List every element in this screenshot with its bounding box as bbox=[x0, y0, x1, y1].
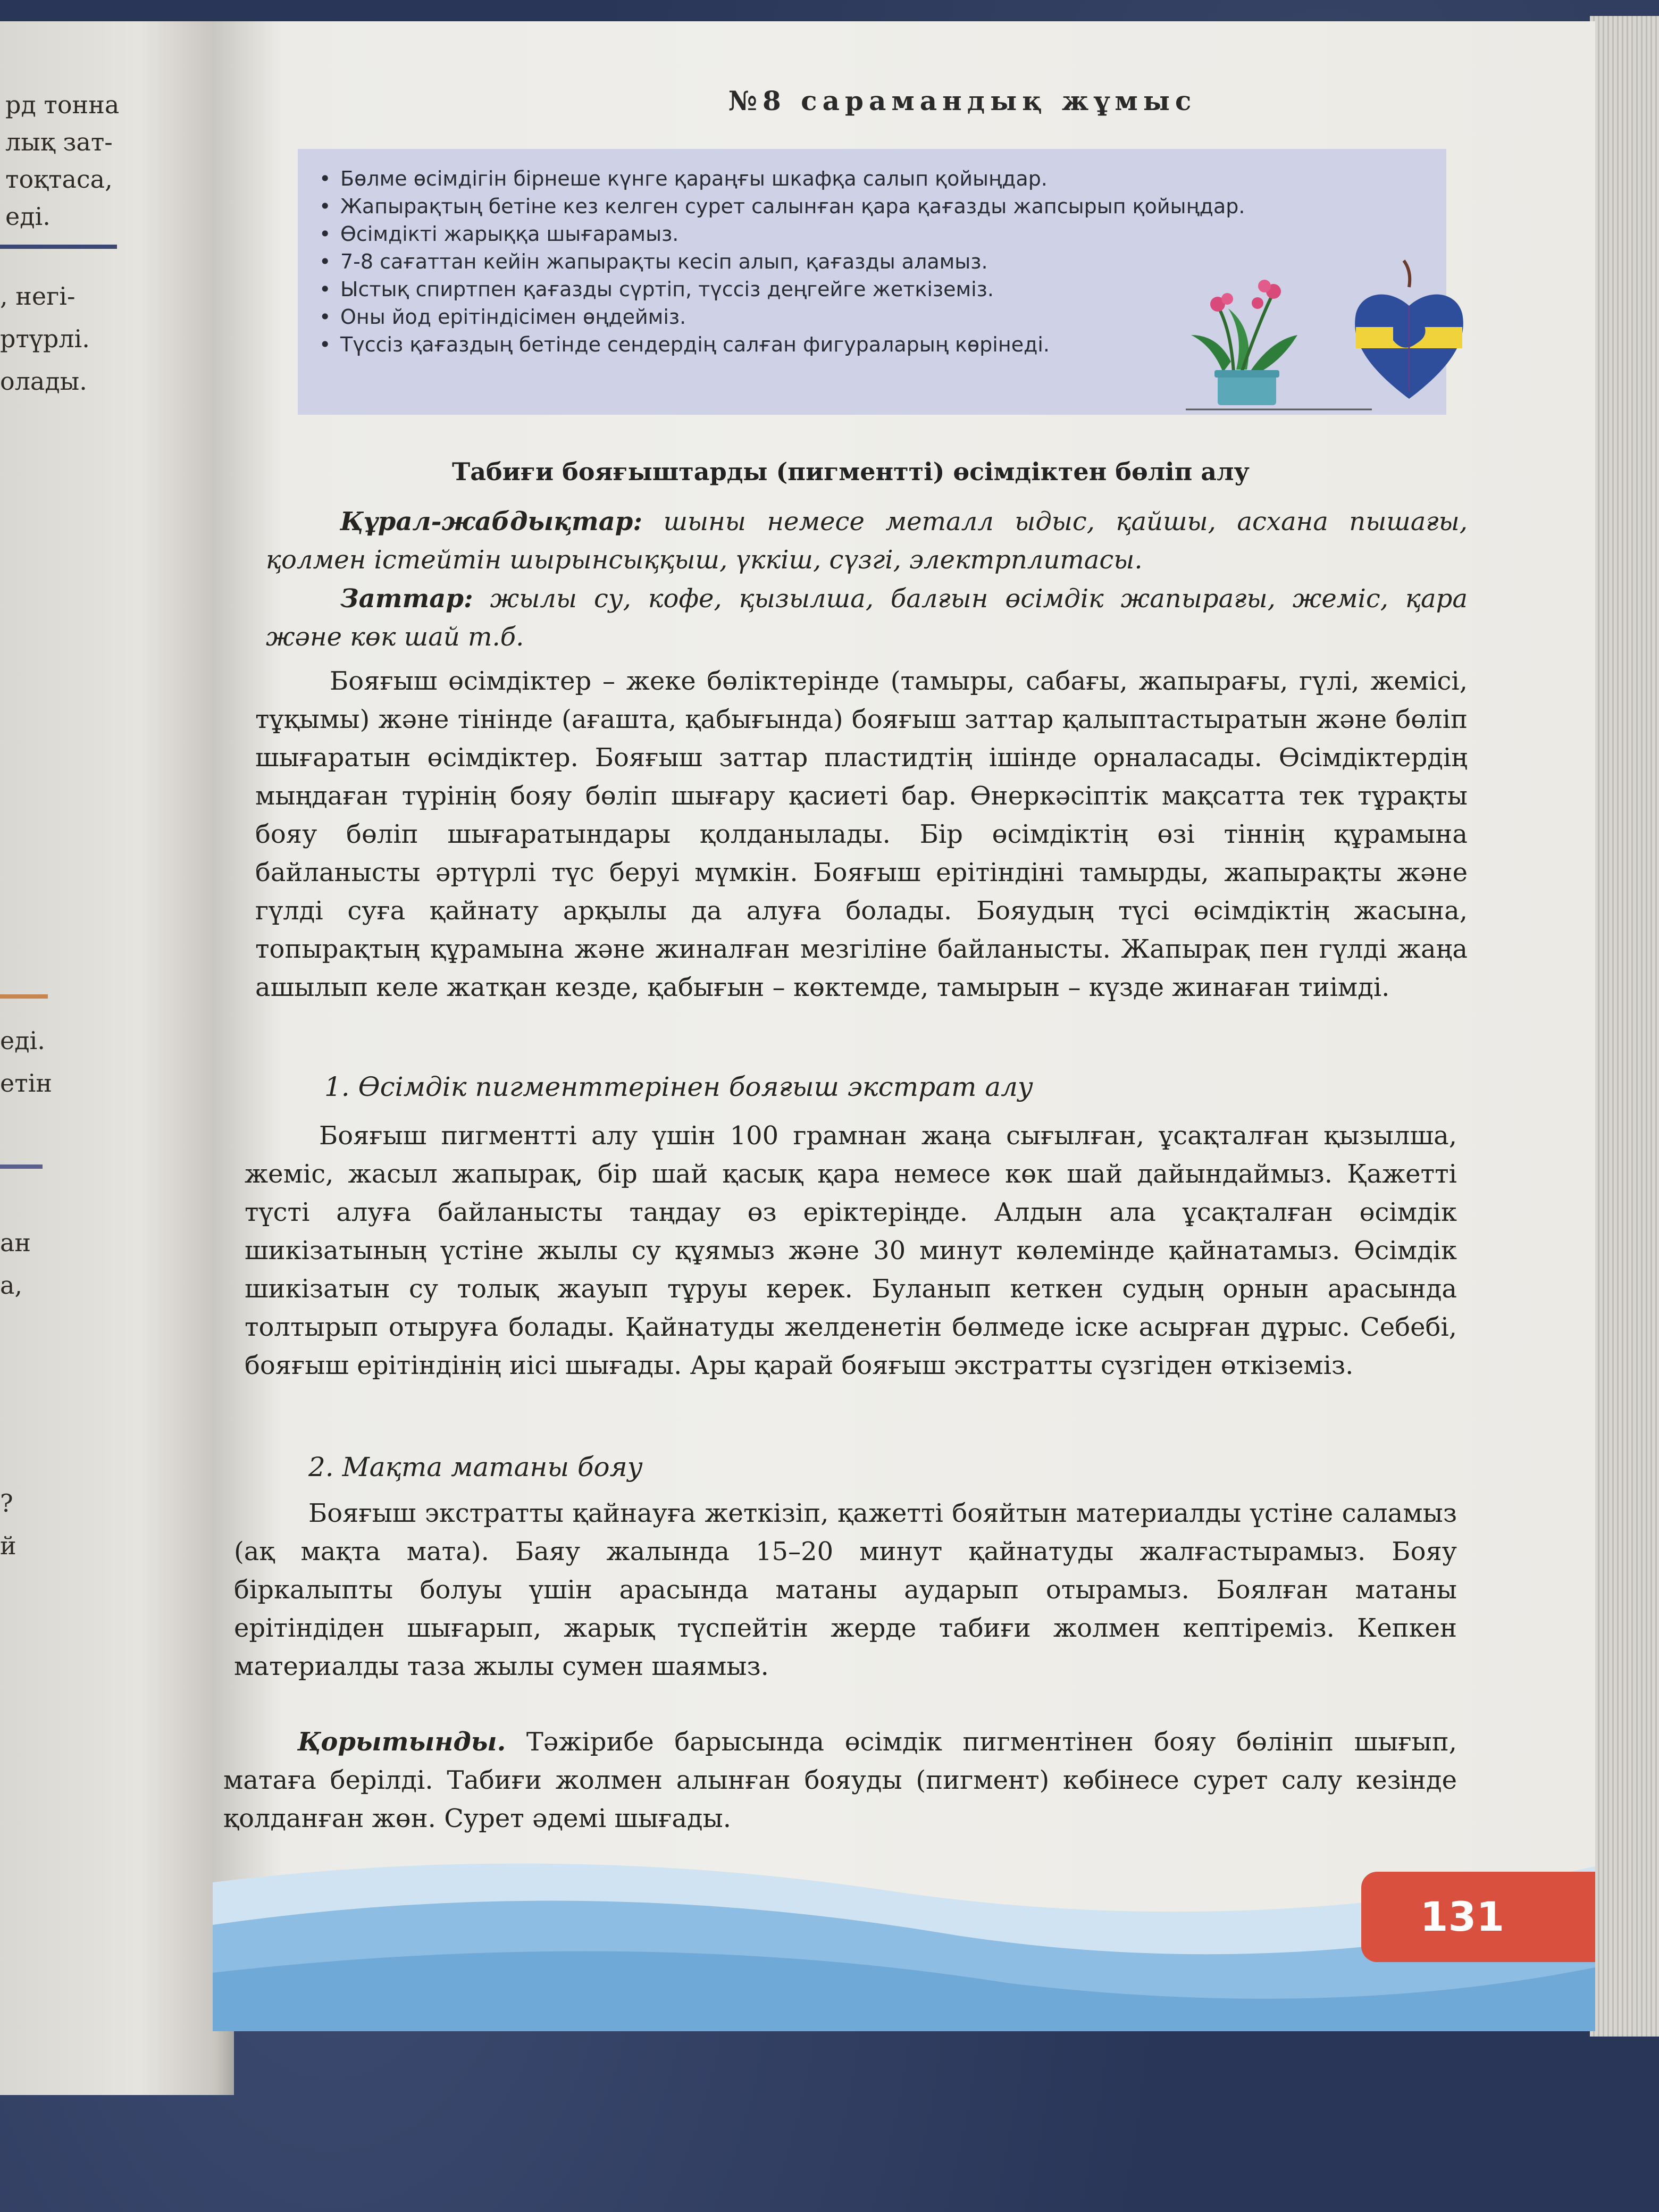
left-page-line: , негі- bbox=[0, 282, 76, 311]
left-page-line: ? bbox=[0, 1489, 13, 1518]
tools-label: Құрал-жабдықтар: bbox=[340, 507, 643, 537]
left-page-line: еді. bbox=[5, 202, 51, 231]
left-page-line: еді. bbox=[0, 1026, 45, 1055]
intro-paragraph: Бояғыш өсімдіктер – жеке бөліктерінде (тамыры, сабағы, жапырағы, гүлі, жемісі, тұқымы) және тінінде (ағашта, қабығында) бояғыш заттар қалыптастыратын және бөліп шығаратын өсімдіктер. Бояғыш заттар пластидтің ішінде орналасады. Өсімдіктердің мыңдаған түрінің бояу бөліп шығару қасиеті бар. Өнеркәсіптік мақсатта тек тұрақты бояу бөліп шығаратындары қолданылады. Бір өсімдіктің өзі тіннің құрамына байланысты әртүрлі түс беруі мүмкін. Бояғыш ерітіндіні тамырды, жапырақты және гүлді суға қайнату арқылы да алуға болады. Бояудың түсі өсімдіктің жасына, топырақтың құрамына және жиналған мезгіліне байланысты. Жапырақ пен гүлді жаңа ашылып келе жатқан кезде, қабығын – көктемде, тамырын – күзде жинаған тиімді. bbox=[255, 666, 1468, 1002]
left-page-line: ртүрлі. bbox=[0, 324, 90, 353]
heart-leaf-icon bbox=[1355, 261, 1463, 399]
plant-and-leaf-illustration bbox=[1180, 255, 1478, 415]
instruction-step: • Жапырақтың бетіне кез келген сурет салынған қара қағазды жапсырып қойыңдар. bbox=[340, 192, 1446, 220]
materials-paragraph bbox=[266, 580, 1468, 656]
instruction-step: • 7-8 сағаттан кейін жапырақты кесіп алып, қағазды аламыз. bbox=[340, 248, 1446, 275]
left-page-line: тоқтаса, bbox=[5, 165, 113, 194]
left-page-divider bbox=[0, 994, 48, 999]
potted-plant-icon bbox=[1191, 280, 1297, 405]
instruction-step: • Түссіз қағаздың бетінде сендердің салған фигураларың көрінеді. bbox=[340, 331, 1446, 358]
left-page-line: олады. bbox=[0, 367, 87, 396]
step1-paragraph: Бояғыш пигментті алу үшін 100 грамнан жаңа сығылған, ұсақталған қызылша, жеміс, жасыл жапырақ, бір шай қасық қара немесе көк шай дайындаймыз. Қажетті түсті алуға байланысты таңдау өз еріктеріңде. Алдын ала ұсақталған өсімдік шикізатының үстіне жылы су құямыз және 30 минут көлемінде қайнатамыз. Өсімдік шикізатын су толық жауып тұруы керек. Буланып кеткен судың орнын арасында толтырып отыруға болады. Қайнатуды желденетін бөлмеде іске асырған дұрыс. Себебі, бояғыш ерітіндінің иісі шығады. Ары қарай бояғыш экстратты сүзгіден өткіземіз. bbox=[245, 1121, 1457, 1380]
left-page-line: а, bbox=[0, 1271, 23, 1300]
page-number: 131 bbox=[1420, 1893, 1505, 1940]
step2-title: 2. Мақта матаны бояу bbox=[308, 1452, 643, 1482]
textbook-page bbox=[213, 21, 1595, 2031]
conclusion-label: Қорытынды. bbox=[298, 1727, 506, 1757]
step1-title: 1. Өсімдік пигменттерінен бояғыш экстрат алу bbox=[324, 1071, 1033, 1102]
left-page-line: ан bbox=[0, 1228, 31, 1257]
instruction-step: • Ыстық спиртпен қағазды сүртіп, түссіз деңгейге жеткіземіз. bbox=[340, 275, 1446, 303]
step2-paragraph: Бояғыш экстратты қайнауға жеткізіп, қажетті бояйтын материалды үстіне саламыз (ақ мақта мата). Баяу жалында 15–20 минут қайнатуды жалғастырамыз. Бояу біркалыпты болуы үшін арасында матаны аударып отырамыз. Боялған матаны ерітіндіден шығарып, жарық түспейтін жерде табиғи жолмен кептіреміз. Кепкен материалды таза жылы сумен шаямыз. bbox=[234, 1498, 1457, 1681]
conclusion-text: Тәжірибе барысында өсімдік пигментінен бояу бөлініп шығып, матаға берілді. Табиғи жолмен алынған бояуды (пигмент) көбінесе сурет салу кезінде қолданған жөн. Сурет әдемі шығады. bbox=[223, 1727, 1457, 1833]
tools-text: шыны немесе металл ыдыс, қайшы, асхана пышағы, қолмен істейтін шырынсыққыш, үккіш, сүзгі, электрплитасы. bbox=[266, 507, 1468, 575]
materials-label: Заттар: bbox=[340, 584, 473, 614]
instruction-step: • Бөлме өсімдігін бірнеше күнге қараңғы шкафқа салып қойыңдар. bbox=[340, 165, 1446, 192]
section-title: Табиғи бояғыштарды (пигментті) өсімдіктен бөліп алу bbox=[452, 457, 1250, 486]
materials-text: жылы су, кофе, қызылша, балғын өсімдік жапырағы, жеміс, қара және көк шай т.б. bbox=[266, 584, 1468, 652]
left-page-divider bbox=[0, 245, 117, 249]
left-page-divider bbox=[0, 1164, 43, 1169]
instruction-step: • Өсімдікті жарыққа шығарамыз. bbox=[340, 220, 1446, 248]
left-page-line: рд тонна bbox=[5, 90, 120, 119]
work-title: №8 сарамандық жұмыс bbox=[728, 85, 1197, 116]
conclusion-paragraph bbox=[223, 1723, 1457, 1838]
page-edges bbox=[1590, 16, 1659, 2037]
left-page bbox=[0, 21, 234, 2095]
left-page-line: й bbox=[0, 1531, 16, 1560]
left-page-line: етін bbox=[0, 1069, 53, 1097]
instructions-box bbox=[298, 149, 1446, 415]
left-page-line: лық зат- bbox=[5, 128, 113, 156]
tools-paragraph bbox=[266, 502, 1468, 579]
instruction-step: • Оны йод ерітіндісімен өңдейміз. bbox=[340, 303, 1446, 331]
